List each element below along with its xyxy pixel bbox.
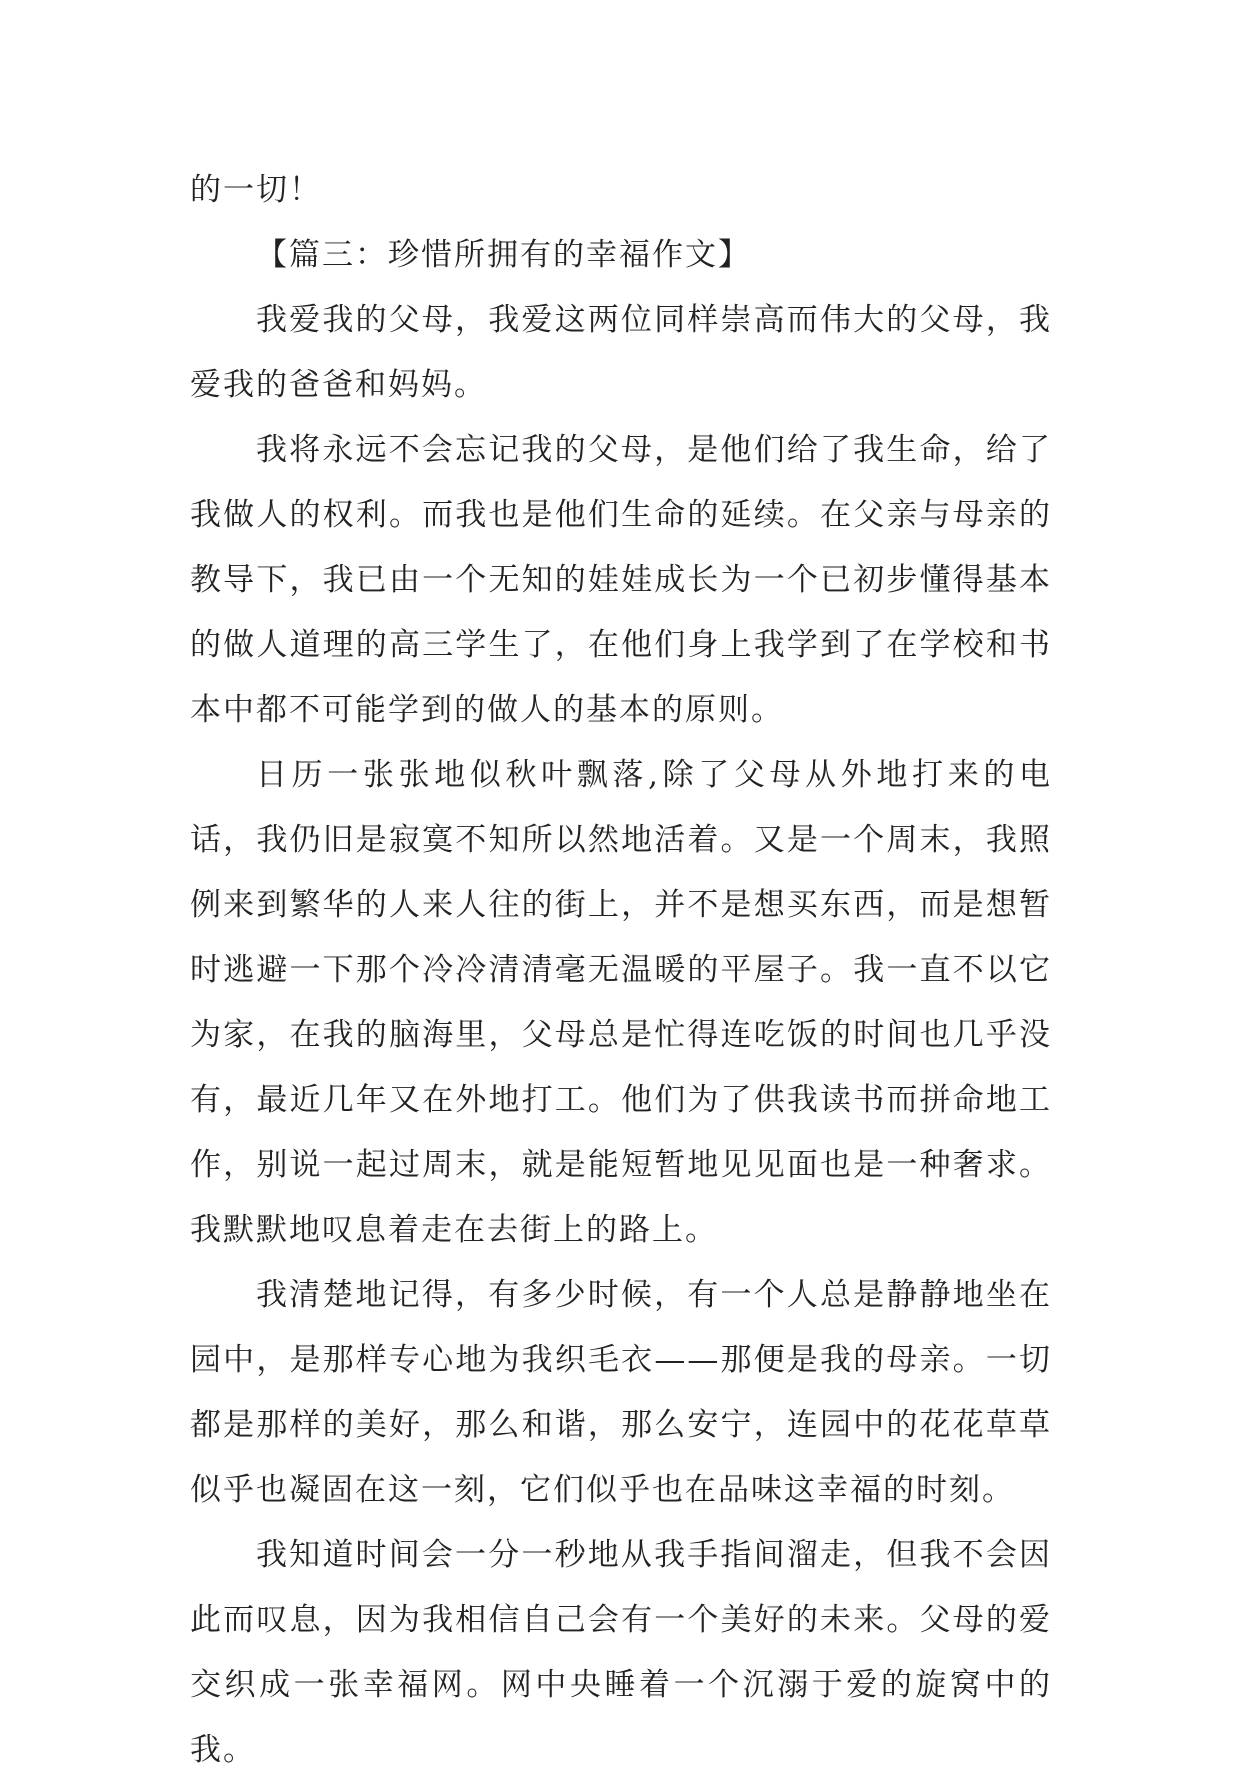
section-heading: 【篇三：珍惜所拥有的幸福作文】 bbox=[256, 237, 751, 273]
paragraph: 我清楚地记得，有多少时候，有一个人总是静静地坐在园中，是那样专心地为我织毛衣——那便是我的母亲。一切都是那样的美好，那么和谐，那么安宁，连园中的花花草草似乎也凝固在这一刻，它们似乎也在品味这幸福的时刻。 bbox=[190, 1277, 1052, 1508]
document-body bbox=[190, 158, 1052, 1783]
paragraph: 日历一张张地似秋叶飘落,除了父母从外地打来的电话，我仍旧是寂寞不知所以然地活着。又是一个周末，我照例来到繁华的人来人往的街上，并不是想买东西，而是想暂时逃避一下那个冷冷清清毫无温暖的平屋子。我一直不以它为家，在我的脑海里，父母总是忙得连吃饭的时间也几乎没有，最近几年又在外地打工。他们为了供我读书而拼命地工作，别说一起过周末，就是能短暂地见见面也是一种奢求。我默默地叹息着走在去街上的路上。 bbox=[190, 757, 1052, 1248]
paragraph: 我爱我的父母，我爱这两位同样崇高而伟大的父母，我爱我的爸爸和妈妈。 bbox=[190, 302, 1052, 403]
paragraph: 我知道时间会一分一秒地从我手指间溜走，但我不会因此而叹息，因为我相信自己会有一个美好的未来。父母的爱交织成一张幸福网。网中央睡着一个沉溺于爱的旋窝中的我。 bbox=[190, 1537, 1052, 1768]
paragraph-continuation: 的一切！ bbox=[190, 172, 322, 208]
paragraph: 我将永远不会忘记我的父母，是他们给了我生命，给了我做人的权利。而我也是他们生命的延续。在父亲与母亲的教导下，我已由一个无知的娃娃成长为一个已初步懂得基本的做人道理的高三学生了，在他们身上我学到了在学校和书本中都不可能学到的做人的基本的原则。 bbox=[190, 432, 1052, 728]
